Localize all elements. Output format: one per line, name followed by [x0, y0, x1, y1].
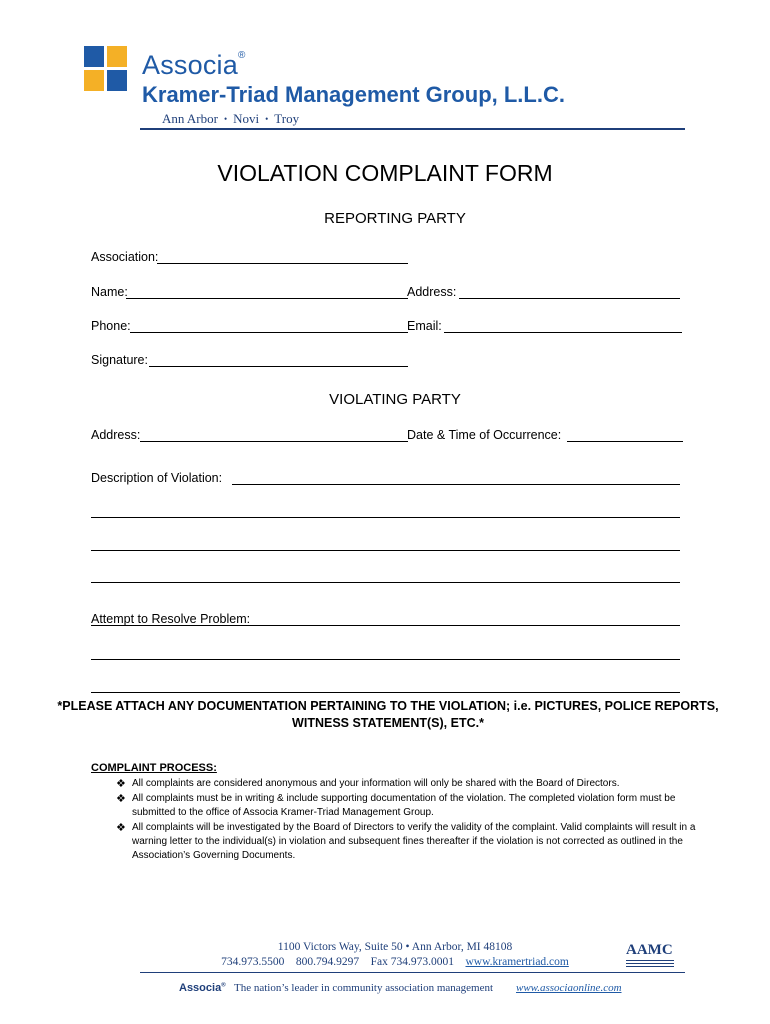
reporting-address-label: Address:: [407, 285, 457, 299]
association-field[interactable]: [157, 263, 408, 264]
footer-divider: [140, 972, 685, 973]
description-field[interactable]: [232, 484, 680, 485]
contact-line: 734.973.5500 800.794.9297 Fax 734.973.0001 www.kramertriad.com: [221, 956, 569, 968]
description-line-4[interactable]: [91, 582, 680, 583]
associa-logo: [84, 46, 128, 92]
brand-name: Associa®: [142, 50, 246, 80]
phone-label: Phone:: [91, 319, 131, 333]
logo-square-blue: [84, 46, 104, 67]
attempt-resolve-field[interactable]: [258, 625, 680, 626]
reporting-address-field[interactable]: [459, 298, 680, 299]
description-label: Description of Violation:: [91, 471, 223, 485]
logo-square-gold: [107, 46, 127, 67]
process-item: ❖ All complaints are considered anonymous and your information will only be shared with the Board of Directors.: [116, 778, 620, 790]
diamond-bullet-icon: ❖: [116, 778, 126, 790]
footer-associa-logo: Associa®: [179, 982, 226, 994]
signature-label: Signature:: [91, 353, 148, 367]
kramertriad-link[interactable]: www.kramertriad.com: [465, 956, 569, 968]
diamond-bullet-icon: ❖: [116, 793, 126, 805]
email-label: Email:: [407, 319, 442, 333]
documentation-note: [0, 698, 770, 732]
footer-tagline: The nation’s leader in community association management: [234, 982, 494, 994]
name-field[interactable]: [126, 298, 408, 299]
process-item: ❖ All complaints will be investigated by the Board of Directors to verify the validity of the complaint. Valid complaints will result in a warning letter to the individual(s) in violation and subsequent fines thereafter if the violation is not corrected as outlined in the Association’s Governing Documents.: [116, 822, 696, 861]
office-address: 1100 Victors Way, Suite 50 • Ann Arbor, MI 48108: [277, 941, 513, 953]
association-label: Association:: [91, 250, 159, 264]
process-item: ❖ All complaints must be in writing & include supporting documentation of the violation. The completed violation form must be submitted to the office of Associa Kramer-Triad Management Group.: [116, 793, 676, 818]
logo-square-gold: [84, 70, 104, 91]
process-list: [116, 777, 702, 863]
violating-address-label: Address:: [91, 428, 141, 442]
attempt-resolve-line-2[interactable]: [91, 659, 680, 660]
datetime-label: Date & Time of Occurrence:: [407, 428, 562, 442]
complaint-process-title: COMPLAINT PROCESS:: [91, 762, 217, 774]
datetime-field[interactable]: [567, 441, 683, 442]
logo-square-blue: [107, 70, 127, 91]
attempt-label-underline: [91, 625, 258, 626]
header-divider: [140, 128, 685, 130]
associaonline-link[interactable]: www.associaonline.com: [516, 982, 622, 994]
note-line-2: WITNESS STATEMENT(S), ETC.*: [292, 716, 484, 730]
note-line-1: *PLEASE ATTACH ANY DOCUMENTATION PERTAINING TO THE VIOLATION; i.e. PICTURES, POLICE REPORTS,: [57, 699, 719, 713]
phone-field[interactable]: [130, 332, 408, 333]
violating-address-field[interactable]: [140, 441, 408, 442]
reporting-party-heading: REPORTING PARTY: [324, 210, 466, 227]
name-label: Name:: [91, 285, 128, 299]
violating-party-heading: VIOLATING PARTY: [329, 391, 461, 408]
office-locations: Ann Arbor • Novi • Troy: [162, 111, 300, 126]
form-title: VIOLATION COMPLAINT FORM: [217, 160, 553, 186]
signature-field[interactable]: [149, 366, 408, 367]
description-line-3[interactable]: [91, 550, 680, 551]
aamc-logo: AAMC: [626, 942, 673, 958]
description-line-2[interactable]: [91, 517, 680, 518]
aamc-logo-lines: [626, 960, 674, 968]
email-field[interactable]: [444, 332, 682, 333]
diamond-bullet-icon: ❖: [116, 822, 126, 834]
attempt-resolve-line-3[interactable]: [91, 692, 680, 693]
attempt-resolve-label: Attempt to Resolve Problem:: [91, 612, 251, 626]
company-name: Kramer-Triad Management Group, L.L.C.: [142, 82, 565, 107]
